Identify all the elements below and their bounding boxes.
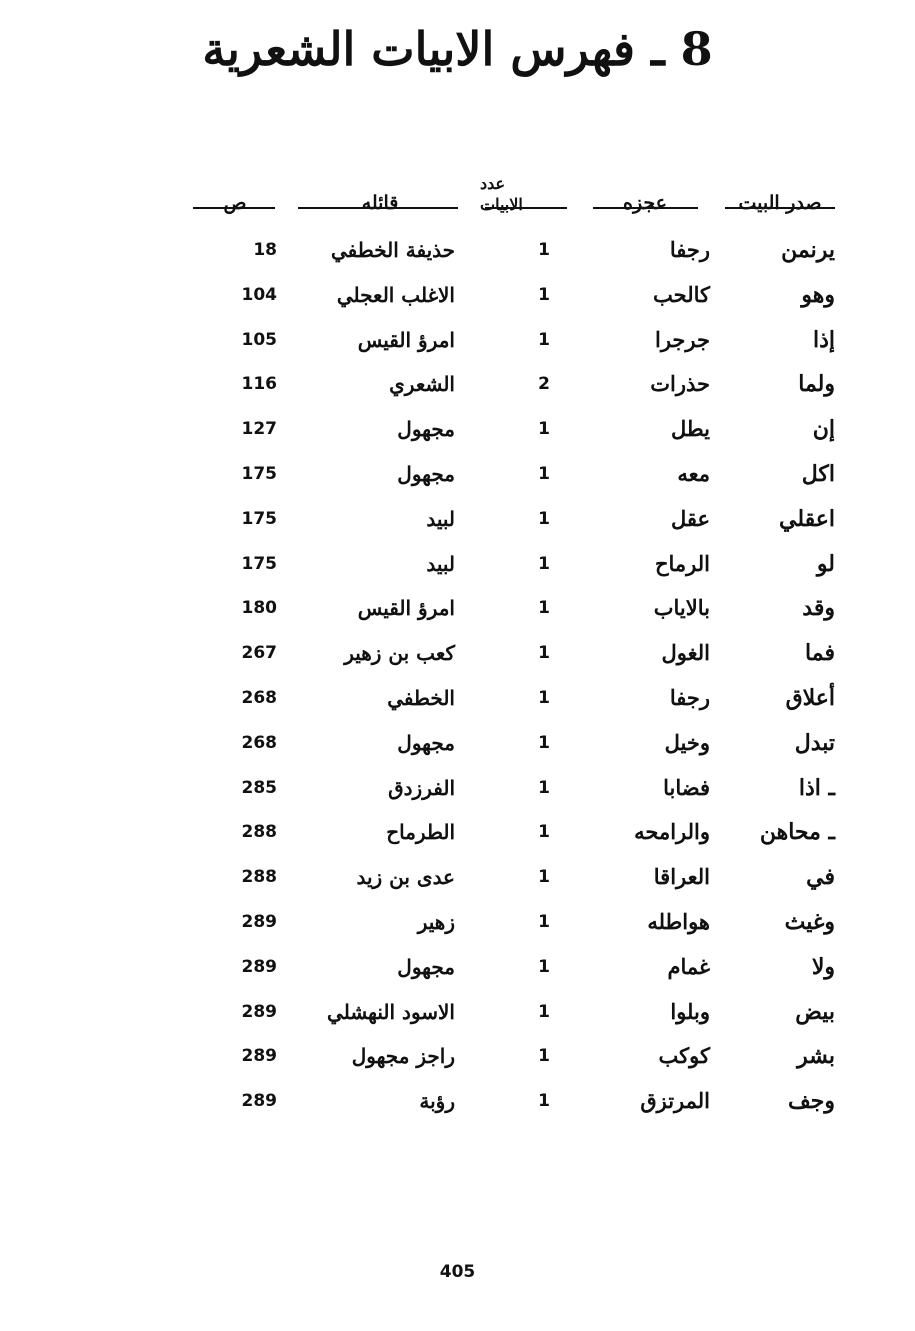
header-verse-count-bottom: الابيات bbox=[480, 195, 523, 215]
row-verse-count: 1 bbox=[538, 867, 550, 888]
row-verse-count: 1 bbox=[538, 284, 550, 305]
row-verse-opening: وجف bbox=[788, 1088, 835, 1115]
row-verse-opening: فما bbox=[805, 640, 835, 667]
table-row bbox=[0, 273, 915, 317]
row-verse-ending: غمام bbox=[667, 953, 710, 979]
row-page-ref: 289 bbox=[241, 1091, 277, 1112]
row-verse-opening: لو bbox=[816, 550, 835, 577]
row-page-ref: 180 bbox=[241, 598, 277, 619]
row-verse-count: 1 bbox=[538, 822, 550, 843]
row-verse-opening: بيض bbox=[795, 998, 835, 1025]
table-row bbox=[0, 1079, 915, 1123]
table-row bbox=[0, 228, 915, 272]
row-page-ref: 289 bbox=[241, 912, 277, 932]
header-rule-page bbox=[193, 207, 275, 209]
row-verse-ending: رجفا bbox=[669, 237, 710, 262]
row-verse-opening: اعقلي bbox=[779, 505, 835, 532]
row-poet: عدى بن زيد bbox=[356, 865, 455, 890]
row-verse-ending: وبلوا bbox=[670, 998, 710, 1024]
table-row bbox=[0, 586, 915, 630]
row-poet: مجهول bbox=[397, 730, 455, 755]
row-page-ref: 289 bbox=[241, 1046, 277, 1067]
row-verse-opening: وغيث bbox=[784, 909, 835, 935]
row-verse-opening: أعلاق bbox=[785, 685, 835, 711]
row-poet: راجز مجهول bbox=[351, 1044, 455, 1069]
header-rule-verse-ending bbox=[593, 207, 698, 209]
row-poet: الخطفي bbox=[387, 686, 455, 710]
row-verse-ending: الرماح bbox=[654, 550, 710, 576]
table-row bbox=[0, 721, 915, 765]
header-verse-count-top: عدد bbox=[480, 174, 506, 194]
row-poet: الاسود النهشلي bbox=[327, 999, 455, 1024]
row-verse-ending: وخيل bbox=[664, 729, 710, 755]
row-verse-opening: ـ اذا bbox=[798, 774, 835, 801]
header-page: ص bbox=[223, 192, 247, 215]
row-poet: مجهول bbox=[397, 462, 455, 486]
row-verse-count: 1 bbox=[538, 508, 550, 529]
row-verse-count: 1 bbox=[538, 240, 550, 260]
table-row bbox=[0, 318, 915, 362]
row-verse-count: 1 bbox=[538, 777, 550, 798]
row-verse-ending: كوكب bbox=[658, 1043, 710, 1069]
row-verse-ending: عقل bbox=[670, 505, 710, 531]
row-verse-count: 1 bbox=[538, 688, 550, 708]
table-row bbox=[0, 1034, 915, 1078]
row-verse-opening: ولا bbox=[811, 953, 835, 980]
row-verse-ending: رجفا bbox=[669, 685, 710, 710]
row-page-ref: 175 bbox=[241, 508, 277, 529]
header-verse-opening: صدر البيت bbox=[738, 192, 822, 215]
row-poet: الفرزدق bbox=[388, 775, 455, 800]
row-poet: الاغلب العجلي bbox=[336, 282, 455, 307]
row-page-ref: 285 bbox=[241, 777, 277, 798]
row-verse-count: 1 bbox=[538, 732, 550, 753]
row-poet: كعب بن زهير bbox=[344, 641, 455, 666]
row-poet: مجهول bbox=[397, 954, 455, 979]
row-page-ref: 289 bbox=[241, 1001, 277, 1022]
row-page-ref: 288 bbox=[241, 867, 277, 888]
row-verse-opening: ـ محاهن bbox=[759, 819, 835, 846]
row-verse-count: 1 bbox=[538, 553, 550, 574]
row-page-ref: 268 bbox=[241, 688, 277, 708]
row-verse-count: 2 bbox=[538, 374, 550, 395]
row-page-ref: 268 bbox=[241, 732, 277, 753]
row-verse-opening: بشر bbox=[797, 1043, 835, 1070]
row-page-ref: 288 bbox=[241, 822, 277, 843]
table-row bbox=[0, 407, 915, 451]
row-page-ref: 175 bbox=[241, 464, 277, 484]
row-verse-count: 1 bbox=[538, 643, 550, 664]
row-verse-opening: إذا bbox=[812, 326, 835, 353]
row-verse-ending: جرجرا bbox=[655, 326, 710, 352]
row-verse-ending: فضابا bbox=[663, 774, 710, 800]
row-poet: رؤبة bbox=[419, 1089, 455, 1114]
row-verse-count: 1 bbox=[538, 598, 550, 619]
header-poet: قائله bbox=[361, 192, 399, 215]
row-poet: الطرماح bbox=[386, 820, 455, 845]
row-page-ref: 105 bbox=[241, 329, 277, 350]
row-verse-count: 1 bbox=[538, 956, 550, 977]
row-verse-opening: ولما bbox=[798, 371, 835, 398]
row-poet: لبيد bbox=[426, 506, 455, 531]
table-row bbox=[0, 676, 915, 720]
row-verse-ending: حذرات bbox=[650, 371, 710, 397]
header-rule-poet bbox=[298, 207, 458, 209]
row-page-ref: 104 bbox=[241, 284, 277, 305]
table-row bbox=[0, 362, 915, 406]
row-page-ref: 127 bbox=[241, 419, 277, 440]
row-verse-count: 1 bbox=[538, 912, 550, 932]
table-row bbox=[0, 945, 915, 989]
row-poet: حذيفة الخطفي bbox=[331, 238, 455, 262]
page-number: 405 bbox=[439, 1262, 476, 1282]
row-verse-ending: معه bbox=[677, 461, 710, 486]
row-verse-count: 1 bbox=[538, 1046, 550, 1067]
row-page-ref: 18 bbox=[253, 240, 277, 260]
page-title: 8 ـ فهرس الابيات الشعرية bbox=[202, 22, 713, 76]
row-verse-ending: يطل bbox=[671, 416, 710, 442]
row-verse-ending: هواطله bbox=[647, 909, 710, 934]
header-rule-verse-count bbox=[485, 207, 567, 209]
row-verse-count: 1 bbox=[538, 419, 550, 440]
row-verse-ending: المرتزق bbox=[640, 1088, 710, 1114]
row-poet: مجهول bbox=[397, 417, 455, 442]
row-poet: امرؤ القيس bbox=[357, 327, 455, 352]
table-row bbox=[0, 900, 915, 944]
row-verse-count: 1 bbox=[538, 1001, 550, 1022]
row-verse-opening: في bbox=[806, 864, 835, 891]
row-verse-opening: تبدل bbox=[794, 729, 835, 756]
header-verse-ending: عجزه bbox=[622, 192, 668, 215]
row-page-ref: 267 bbox=[241, 643, 277, 664]
row-verse-opening: إن bbox=[812, 416, 835, 443]
row-verse-count: 1 bbox=[538, 1091, 550, 1112]
row-verse-opening: اكل bbox=[801, 461, 835, 487]
row-verse-ending: العراقا bbox=[653, 864, 710, 890]
row-verse-opening: وهو bbox=[801, 281, 835, 308]
row-verse-ending: والرامحه bbox=[634, 819, 710, 845]
table-row bbox=[0, 452, 915, 496]
row-verse-ending: بالاياب bbox=[653, 595, 710, 621]
row-verse-count: 1 bbox=[538, 329, 550, 350]
table-row bbox=[0, 810, 915, 854]
table-row bbox=[0, 497, 915, 541]
row-verse-opening: وقد bbox=[802, 595, 835, 622]
table-row bbox=[0, 631, 915, 675]
row-poet: امرؤ القيس bbox=[357, 596, 455, 621]
row-verse-count: 1 bbox=[538, 464, 550, 484]
table-row bbox=[0, 766, 915, 810]
header-rule-verse-opening bbox=[725, 207, 835, 209]
row-verse-ending: الغول bbox=[661, 640, 710, 666]
table-row bbox=[0, 542, 915, 586]
row-poet: الشعري bbox=[389, 372, 455, 397]
row-poet: لبيد bbox=[426, 551, 455, 576]
table-row bbox=[0, 855, 915, 899]
row-page-ref: 289 bbox=[241, 956, 277, 977]
table-row bbox=[0, 990, 915, 1034]
row-verse-opening: يرنمن bbox=[781, 237, 835, 263]
row-poet: زهير bbox=[417, 910, 455, 934]
row-verse-ending: كالحب bbox=[653, 281, 710, 307]
row-page-ref: 116 bbox=[241, 374, 277, 395]
row-page-ref: 175 bbox=[241, 553, 277, 574]
